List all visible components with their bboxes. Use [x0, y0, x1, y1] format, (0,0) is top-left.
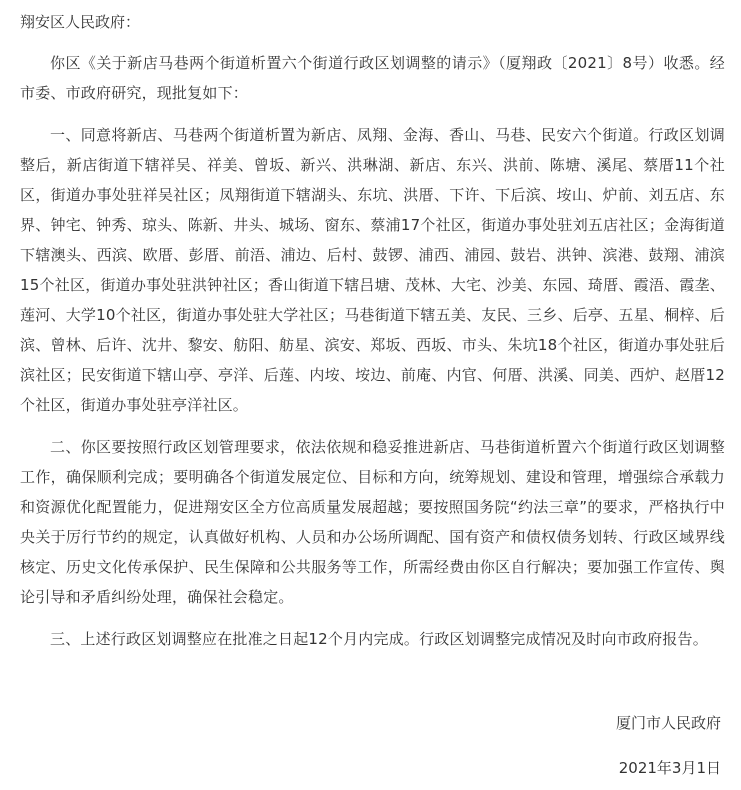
signature-date: 2021年3月1日 — [618, 759, 721, 777]
paragraph-item-3: 三、上述行政区划调整应在批准之日起12个月内完成。行政区划调整完成情况及时向市政府报告。 — [50, 630, 708, 648]
salutation: 翔安区人民政府： — [20, 13, 141, 31]
signature-organization: 厦门市人民政府 — [615, 714, 721, 732]
paragraph-item-2: 二、你区要按照行政区划管理要求，依法依规和稳妥推进新店、马巷街道析置六个街道行政区划调整工作，确保顺利完成；要明确各个街道发展定位、目标和方向，统筹规划、建设和管理，增强综合承载力和资源优化配置能力，促进翔安区全方位高质量发展超越；要按照国务院“约法三章”的要求，严格执行中央关于厉行节约的规定，认真做好机构、人员和办公场所调配、国有资产和债权债务划转、行政区域界线核定、历史文化传承保护、民生保障和公共服务等工作，所需经费由你区自行解决；要加强工作宣传、舆论引导和矛盾纠纷处理，确保社会稳定。 — [20, 438, 725, 606]
paragraph-intro: 你区《关于新店马巷两个街道析置六个街道行政区划调整的请示》（厦翔政〔2021〕8号）收悉。经市委、市政府研究，现批复如下： — [20, 54, 725, 102]
paragraph-item-1: 一、同意将新店、马巷两个街道析置为新店、凤翔、金海、香山、马巷、民安六个街道。行政区划调整后，新店街道下辖祥吴、祥美、曾坂、新兴、洪琳湖、新店、东兴、洪前、陈塘、溪尾、蔡厝11个社区，街道办事处驻祥吴社区；凤翔街道下辖湖头、东坑、洪厝、下许、下后滨、垵山、炉前、刘五店、东界、钟宅、钟秀、琼头、陈新、井头、城场、窗东、蔡浦17个社区，街道办事处驻刘五店社区；金海街道下辖澳头、西滨、欧厝、彭厝、前浯、浦边、后村、鼓锣、浦西、浦园、鼓岩、洪钟、滨港、鼓翔、浦滨15个社区，街道办事处驻洪钟社区；香山街道下辖吕塘、茂林、大宅、沙美、东园、琦厝、霞浯、霞垄、莲河、大学10个社区，街道办事处驻大学社区；马巷街道下辖五美、友民、三乡、后亭、五星、桐梓、后滨、曾林、后许、沈井、黎安、舫阳、舫星、滨安、郑坂、西坂、市头、朱坑18个社区，街道办事处驻后滨社区；民安街道下辖山亭、亭洋、后莲、内垵、垵边、前庵、内官、何厝、洪溪、同美、西炉、赵厝12个社区，街道办事处驻亭洋社区。 — [20, 126, 725, 414]
